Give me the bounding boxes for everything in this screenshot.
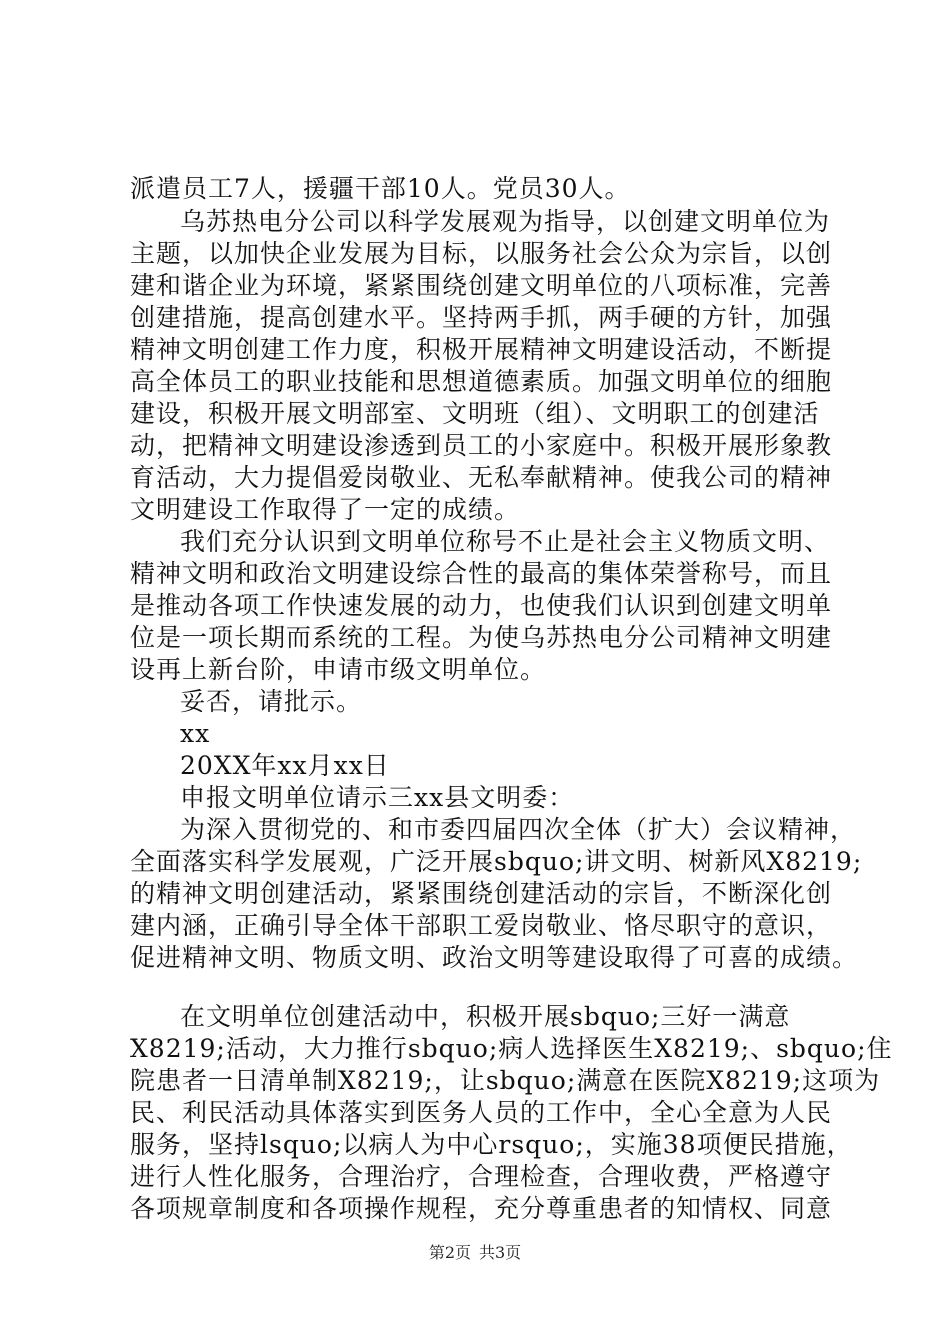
text-line: 民、利民活动具体落实到医务人员的工作中，全心全意为人民 [130, 1098, 833, 1127]
text-line: 设再上新台阶，申请市级文明单位。 [130, 655, 547, 684]
text-line: 主题，以加快企业发展为目标，以服务社会公众为宗旨，以创 [130, 239, 833, 268]
text-line: 育活动，大力提倡爱岗敬业、无私奉献精神。使我公司的精神 [130, 463, 833, 492]
text-line: 精神文明创建工作力度，积极开展精神文明建设活动，不断提 [130, 335, 833, 364]
text-line: 创建措施，提高创建水平。坚持两手抓，两手硬的方针，加强 [130, 303, 833, 332]
page-footer [0, 1243, 950, 1263]
text-line: 妥否，请批示。 [180, 687, 363, 716]
text-line: 服务，坚持lsquo;以病人为中心rsquo;，实施38项便民措施， [130, 1130, 853, 1159]
text-line: X8219;活动，大力推行sbquo;病人选择医生X8219;、sbquo;住 [130, 1034, 893, 1063]
text-line: 在文明单位创建活动中，积极开展sbquo;三好一满意 [180, 1002, 791, 1031]
text-line: 的精神文明创建活动，紧紧围绕创建活动的宗旨，不断深化创 [130, 879, 833, 908]
text-line: 建内涵，正确引导全体干部职工爱岗敬业、恪尽职守的意识， [130, 911, 833, 940]
page-number: 第2页 [428, 1243, 471, 1262]
text-line: 位是一项长期而系统的工程。为使乌苏热电分公司精神文明建 [130, 623, 833, 652]
text-line: 派遣员工7人，援疆干部10人。党员30人。 [130, 174, 631, 203]
text-line: 精神文明和政治文明建设综合性的最高的集体荣誉称号，而且 [130, 559, 833, 588]
text-line: 申报文明单位请示三xx县文明委： [180, 783, 575, 812]
text-line: 高全体员工的职业技能和思想道德素质。加强文明单位的细胞 [130, 367, 833, 396]
text-line: 院患者一日清单制X8219;，让sbquo;满意在医院X8219;这项为 [130, 1066, 881, 1095]
text-line: 促进精神文明、物质文明、政治文明等建设取得了可喜的成绩。 [130, 943, 859, 972]
text-line: 建设，积极开展文明部室、文明班（组）、文明职工的创建活 [130, 399, 820, 428]
text-line: 文明建设工作取得了一定的成绩。 [130, 495, 521, 524]
text-line: 乌苏热电分公司以科学发展观为指导，以创建文明单位为 [180, 207, 831, 236]
text-line: 是推动各项工作快速发展的动力，也使我们认识到创建文明单 [130, 591, 833, 620]
text-line: 各项规章制度和各项操作规程，充分尊重患者的知情权、同意 [130, 1194, 833, 1223]
text-line: 全面落实科学发展观，广泛开展sbquo;讲文明、树新风X8219; [130, 847, 863, 876]
page-total: 共3页 [479, 1243, 522, 1262]
text-line: 建和谐企业为环境，紧紧围绕创建文明单位的八项标准，完善 [130, 271, 833, 300]
text-line: 进行人性化服务，合理治疗，合理检查，合理收费，严格遵守 [130, 1162, 833, 1191]
text-line: xx [180, 719, 211, 748]
date-line: 20XX年xx月xx日 [180, 751, 390, 780]
text-line: 为深入贯彻党的、和市委四届四次全体（扩大）会议精神， [180, 815, 857, 844]
text-line: 我们充分认识到文明单位称号不止是社会主义物质文明、 [180, 527, 831, 556]
text-line: 动，把精神文明建设渗透到员工的小家庭中。积极开展形象教 [130, 431, 833, 460]
